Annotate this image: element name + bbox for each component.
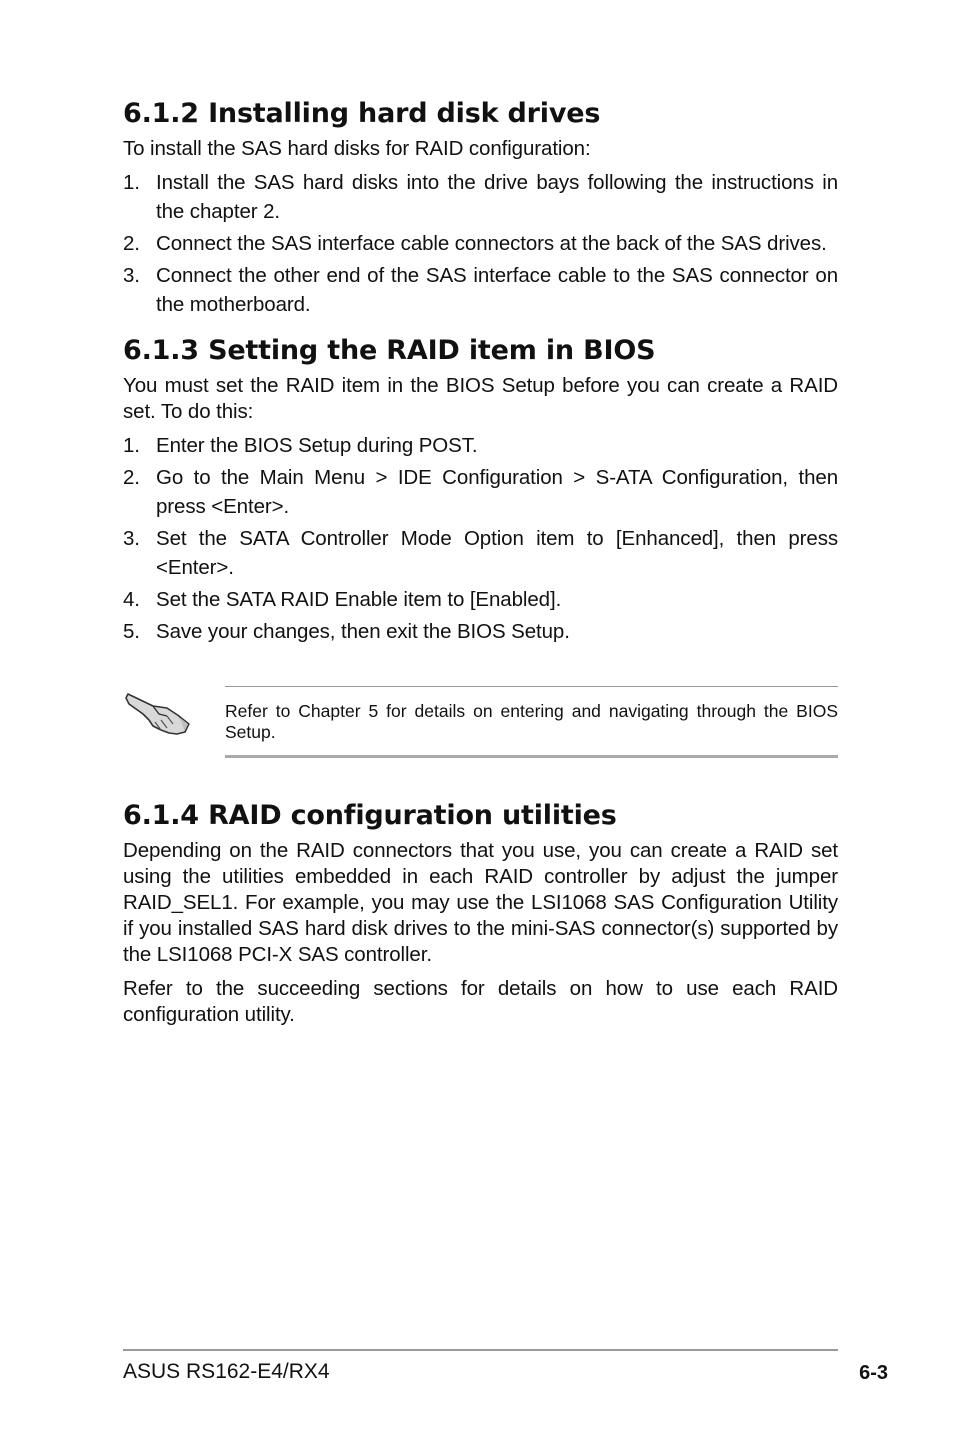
list-item [123,524,838,582]
note-text: Refer to Chapter 5 for details on entering and navigating through the BIOS Setup. [225,701,838,742]
section-heading-raid-bios: 6.1.3 Setting the RAID item in BIOS [123,335,656,366]
step-text: Go to the Main Menu > IDE Configuration > S-ATA Configuration, then press <Enter>. [156,466,838,518]
step-number: 2. [123,232,140,255]
step-text: Enter the BIOS Setup during POST. [156,434,478,457]
step-number: 2. [123,466,140,489]
list-item [123,431,838,460]
step-text: Connect the other end of the SAS interface cable to the SAS connector on the motherboard. [156,264,838,316]
list-item [123,229,838,258]
list-item [123,585,838,614]
step-number: 3. [123,527,140,550]
list-item [123,168,838,226]
section-heading-installing-drives: 6.1.2 Installing hard disk drives [123,98,601,129]
footer-divider [123,1349,838,1351]
note-text-box [225,686,838,758]
list-item [123,463,838,521]
step-number: 4. [123,588,140,611]
paragraph: Refer to the succeeding sections for details on how to use each RAID configuration utility. [123,977,838,1026]
steps-list [123,431,838,646]
paragraph: Depending on the RAID connectors that you use, you can create a RAID set using the utilities embedded in each RAID controller by adjust the jumper RAID_SEL1. For example, you may use the LSI1068 SAS Configuration Utility if you installed SAS hard disk drives to the mini-SAS connector(s) supported by the LSI1068 PCI-X SAS controller. [123,839,838,966]
step-number: 1. [123,171,140,194]
section-intro: To install the SAS hard disks for RAID configuration: [123,137,591,160]
page-content [123,96,838,1028]
page-number: 6-3 [859,1362,888,1384]
step-number: 1. [123,434,140,457]
step-number: 5. [123,620,140,643]
list-item [123,261,838,319]
step-text: Install the SAS hard disks into the drive bays following the instructions in the chapter 2. [156,171,838,223]
steps-list [123,168,838,319]
section-intro: You must set the RAID item in the BIOS Setup before you can create a RAID set. To do this: [123,374,838,423]
step-text: Set the SATA RAID Enable item to [Enabled]. [156,588,562,611]
list-item [123,617,838,646]
note-box [123,686,838,762]
footer-product-name: ASUS RS162-E4/RX4 [123,1360,330,1383]
hand-pointer-icon [123,686,193,742]
step-text: Connect the SAS interface cable connectors at the back of the SAS drives. [156,232,827,255]
section-heading-raid-utilities: 6.1.4 RAID configuration utilities [123,800,617,831]
step-number: 3. [123,264,140,287]
step-text: Set the SATA Controller Mode Option item to [Enhanced], then press <Enter>. [156,527,838,579]
step-text: Save your changes, then exit the BIOS Setup. [156,620,570,643]
